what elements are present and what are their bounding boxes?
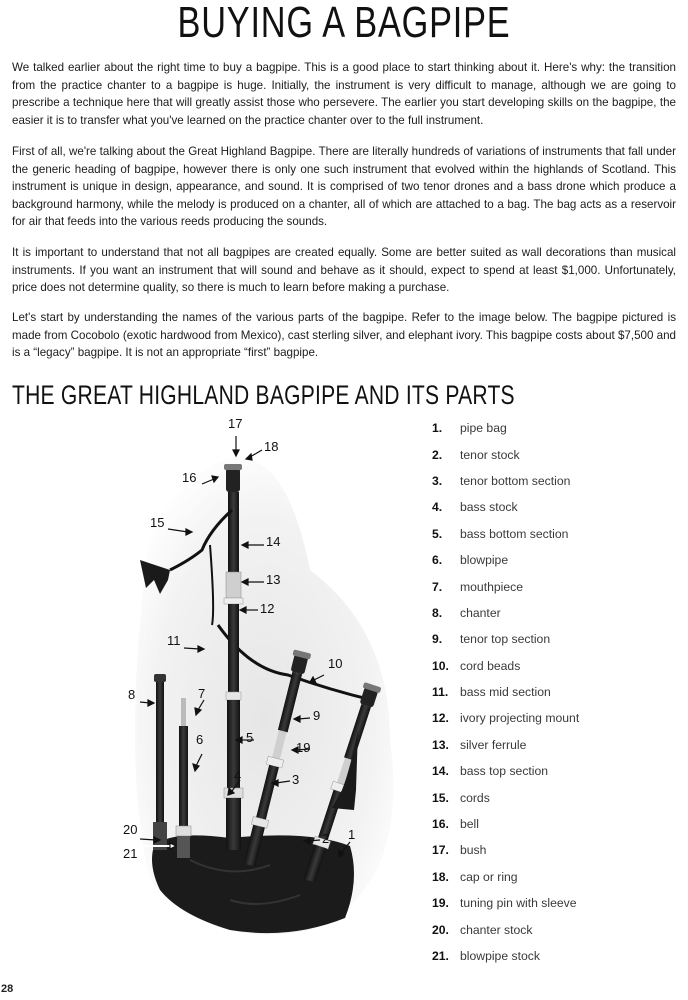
callout-6: 6 <box>196 732 204 747</box>
parts-list-item: 4. bass stock <box>432 500 518 515</box>
parts-list-item: 20. chanter stock <box>432 922 533 937</box>
callout-11: 11 <box>167 633 181 648</box>
page-number: 28 <box>1 983 14 995</box>
callout-21: 21 <box>123 846 138 861</box>
callout-15: 15 <box>150 515 165 530</box>
callout-3: 3 <box>292 772 300 787</box>
parts-list <box>432 415 579 969</box>
page-title: BUYING A BAGPIPE <box>177 0 511 47</box>
callout-8: 8 <box>128 687 136 702</box>
parts-list-item: 16. bell <box>432 817 479 832</box>
callout-4: 4 <box>234 768 242 783</box>
parts-list-item: 3. tenor bottom section <box>432 473 571 488</box>
parts-list-item: 19. tuning pin with sleeve <box>432 896 577 911</box>
parts-list-item: 8. chanter <box>432 605 501 620</box>
parts-list-item: 6. blowpipe <box>432 553 509 568</box>
paragraph-intro: We talked earlier about the right time to buy a bagpipe. This is a good place to start thinking about it. Here's why: the transition from the practice chanter to a bagpipe is huge. Initially, the instrument is very difficult to manage, although we are going to prescribe a technique here that will greatly assist those who persevere. The earlier you start developing skills on the bagpipe, the easier it is to transfer what you've learned on the practice chanter over to the full instrument. <box>12 61 676 127</box>
callout-13: 13 <box>266 572 281 587</box>
bagpipe-illustration <box>110 410 420 950</box>
parts-list-item: 1. pipe bag <box>432 421 507 436</box>
callout-17: 17 <box>228 416 243 431</box>
parts-list-item: 15. cords <box>432 790 490 805</box>
parts-list-item: 18. cap or ring <box>432 869 518 884</box>
callout-18: 18 <box>264 439 279 454</box>
callout-5: 5 <box>246 730 254 745</box>
parts-list-item: 9. tenor top section <box>432 632 551 647</box>
callout-2: 2 <box>322 831 330 846</box>
parts-list-item: 7. mouthpiece <box>432 579 524 594</box>
paragraph-quality: It is important to understand that not all bagpipes are created equally. Some are better suited as wall decorations than musical instruments. If you want an instrument that will sound and behave as it should, expect to spend at least $1,000. Unfortunately, price does not determine quality, so there is much to learn before making a purchase. <box>12 246 676 295</box>
parts-list-item: 10. cord beads <box>432 658 521 673</box>
parts-list-item: 13. silver ferrule <box>432 737 527 752</box>
bagpipe-figure <box>110 410 420 950</box>
paragraph-great-highland: First of all, we're talking about the Great Highland Bagpipe. There are literally hundreds of variations of instruments that fall under the generic heading of bagpipe, however there is only one such instrument that evolved within the highlands of Scotland. This instrument is unique in design, appearance, and sound. It is comprised of two tenor drones and a bass drone which produce a background harmony, while the melody is produced on a chanter, all of which are attached to a bag. The bag acts as a reservoir for air that feeds into the various reeds producing the sounds. <box>12 145 676 229</box>
parts-list-item: 5. bass bottom section <box>432 526 569 541</box>
callout-12: 12 <box>260 601 275 616</box>
callout-16: 16 <box>182 470 197 485</box>
parts-list-item: 12. ivory projecting mount <box>432 711 580 726</box>
parts-list-item: 14. bass top section <box>432 764 549 779</box>
paragraph-parts-intro: Let's start by understanding the names of the various parts of the bagpipe. Refer to the image below. The bagpipe pictured is made from Cocobolo (exotic hardwood from Mexico), cast sterling silver, and elephant ivory. This bagpipe costs about $7,500 and is a “legacy” bagpipe. It is not an appropriate “first” bagpipe. <box>12 311 676 360</box>
callout-7: 7 <box>198 686 206 701</box>
callout-10: 10 <box>328 656 343 671</box>
parts-list-item: 11. bass mid section <box>432 685 551 700</box>
callout-9: 9 <box>313 708 321 723</box>
callout-19: 19 <box>296 740 311 755</box>
parts-list-item: 17. bush <box>432 843 487 858</box>
parts-list-item: 21. blowpipe stock <box>432 949 540 963</box>
parts-list-item: 2. tenor stock <box>432 447 520 462</box>
callout-20: 20 <box>123 822 138 837</box>
callout-1: 1 <box>348 827 356 842</box>
section-heading: THE GREAT HIGHLAND BAGPIPE AND ITS PARTS <box>12 380 515 410</box>
callout-14: 14 <box>266 534 281 549</box>
